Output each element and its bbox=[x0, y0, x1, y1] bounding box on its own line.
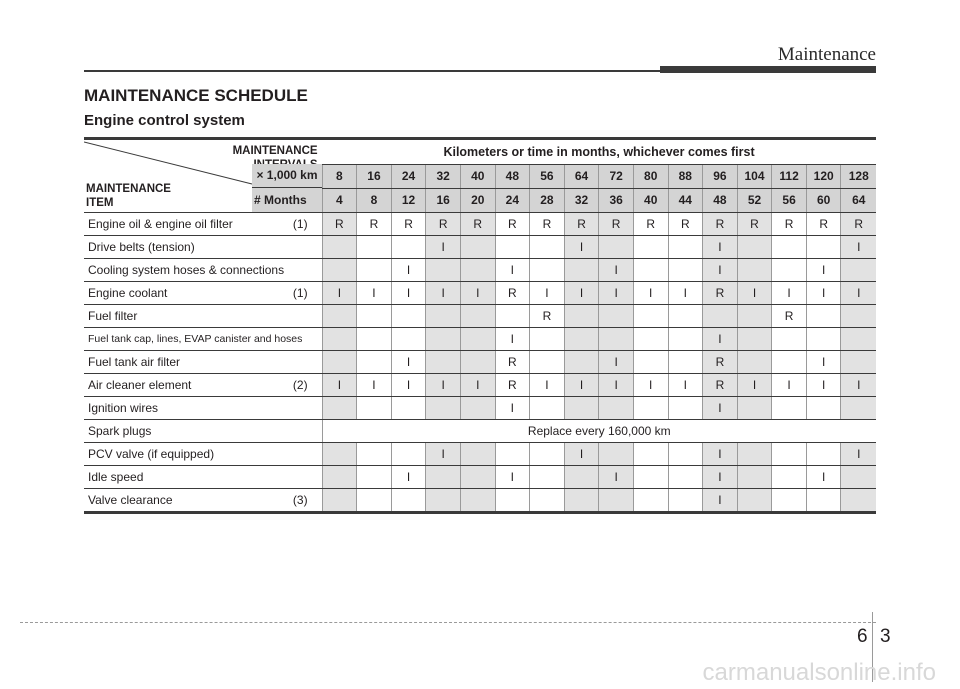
schedule-cell bbox=[633, 328, 668, 351]
schedule-cell: I bbox=[841, 282, 876, 305]
schedule-cell bbox=[633, 236, 668, 259]
schedule-cell: I bbox=[703, 328, 738, 351]
km-interval-cell: 8 bbox=[322, 165, 357, 189]
schedule-cell bbox=[564, 305, 599, 328]
item-label: Ignition wires bbox=[88, 401, 159, 415]
schedule-cell bbox=[357, 397, 392, 420]
schedule-cell: R bbox=[772, 305, 807, 328]
schedule-cell: I bbox=[357, 282, 392, 305]
schedule-cell: I bbox=[633, 374, 668, 397]
schedule-cell bbox=[772, 466, 807, 489]
km-interval-cell: 104 bbox=[737, 165, 772, 189]
item-label: Engine coolant bbox=[88, 286, 168, 300]
schedule-cell: I bbox=[357, 374, 392, 397]
schedule-cell: R bbox=[460, 213, 495, 236]
schedule-cell: I bbox=[460, 282, 495, 305]
schedule-cell bbox=[737, 305, 772, 328]
schedule-cell: R bbox=[495, 213, 530, 236]
km-interval-cell: 96 bbox=[703, 165, 738, 189]
schedule-cell: R bbox=[322, 213, 357, 236]
km-interval-cell: 128 bbox=[841, 165, 876, 189]
table-row bbox=[84, 351, 876, 374]
schedule-cell bbox=[633, 351, 668, 374]
schedule-cell bbox=[460, 236, 495, 259]
schedule-cell bbox=[599, 489, 634, 513]
schedule-cell bbox=[668, 236, 703, 259]
schedule-cell bbox=[530, 443, 565, 466]
schedule-cell bbox=[633, 443, 668, 466]
schedule-cell: R bbox=[806, 213, 841, 236]
schedule-cell bbox=[668, 443, 703, 466]
schedule-cell bbox=[460, 351, 495, 374]
item-label: Engine oil & engine oil filter bbox=[88, 217, 233, 231]
schedule-cell: R bbox=[495, 374, 530, 397]
table-row bbox=[84, 466, 876, 489]
item-note: (1) bbox=[292, 217, 308, 231]
schedule-cell: R bbox=[599, 213, 634, 236]
month-interval-cell: 28 bbox=[530, 189, 565, 213]
month-interval-cell: 52 bbox=[737, 189, 772, 213]
schedule-cell bbox=[530, 397, 565, 420]
schedule-cell bbox=[772, 489, 807, 513]
schedule-cell bbox=[772, 236, 807, 259]
schedule-cell bbox=[495, 236, 530, 259]
schedule-cell bbox=[460, 259, 495, 282]
km-interval-cell: 24 bbox=[391, 165, 426, 189]
table-row bbox=[84, 305, 876, 328]
maintenance-item bbox=[84, 397, 322, 420]
schedule-cell: I bbox=[530, 374, 565, 397]
item-label: Cooling system hoses & connections bbox=[88, 263, 285, 277]
schedule-cell bbox=[668, 328, 703, 351]
schedule-cell bbox=[322, 259, 357, 282]
header-title: Maintenance bbox=[777, 44, 876, 65]
schedule-cell bbox=[426, 489, 461, 513]
schedule-cell bbox=[772, 397, 807, 420]
table-corner-header bbox=[84, 139, 322, 213]
watermark-text: carmanualsonline.info bbox=[702, 659, 936, 686]
schedule-cell bbox=[426, 466, 461, 489]
item-note: (3) bbox=[292, 493, 308, 507]
schedule-cell bbox=[633, 466, 668, 489]
schedule-cell bbox=[564, 489, 599, 513]
schedule-cell bbox=[426, 259, 461, 282]
schedule-cell bbox=[322, 443, 357, 466]
schedule-cell bbox=[737, 328, 772, 351]
month-interval-cell: 44 bbox=[668, 189, 703, 213]
item-note: (2) bbox=[292, 378, 308, 392]
schedule-cell: I bbox=[426, 282, 461, 305]
maintenance-item bbox=[84, 351, 322, 374]
schedule-cell bbox=[530, 489, 565, 513]
table-row bbox=[84, 420, 876, 443]
schedule-cell: I bbox=[495, 328, 530, 351]
schedule-cell: I bbox=[806, 351, 841, 374]
schedule-cell: I bbox=[426, 443, 461, 466]
chapter-number: 6 bbox=[857, 626, 868, 647]
schedule-cell bbox=[772, 351, 807, 374]
item-label: Idle speed bbox=[88, 470, 144, 484]
schedule-cell bbox=[530, 236, 565, 259]
month-interval-cell: 24 bbox=[495, 189, 530, 213]
schedule-cell bbox=[530, 259, 565, 282]
km-interval-cell: 120 bbox=[806, 165, 841, 189]
maintenance-item bbox=[84, 374, 322, 397]
schedule-cell bbox=[772, 443, 807, 466]
schedule-cell bbox=[391, 397, 426, 420]
schedule-cell bbox=[460, 328, 495, 351]
schedule-cell bbox=[633, 259, 668, 282]
schedule-cell: I bbox=[599, 259, 634, 282]
schedule-cell bbox=[322, 466, 357, 489]
schedule-cell: I bbox=[772, 282, 807, 305]
schedule-cell bbox=[599, 305, 634, 328]
schedule-cell bbox=[564, 328, 599, 351]
schedule-cell bbox=[391, 305, 426, 328]
schedule-cell bbox=[495, 489, 530, 513]
month-interval-cell: 60 bbox=[806, 189, 841, 213]
month-interval-cell: 64 bbox=[841, 189, 876, 213]
schedule-cell bbox=[841, 328, 876, 351]
schedule-cell: R bbox=[391, 213, 426, 236]
table-row bbox=[84, 259, 876, 282]
schedule-cell bbox=[460, 397, 495, 420]
schedule-cell: I bbox=[564, 282, 599, 305]
corner-item-label: MAINTENANCE ITEM bbox=[86, 183, 171, 209]
schedule-cell bbox=[426, 351, 461, 374]
footer-rule bbox=[20, 622, 876, 623]
table-row bbox=[84, 213, 876, 236]
month-interval-cell: 8 bbox=[357, 189, 392, 213]
maintenance-item bbox=[84, 305, 322, 328]
schedule-cell: I bbox=[495, 397, 530, 420]
schedule-cell bbox=[668, 305, 703, 328]
schedule-cell bbox=[357, 328, 392, 351]
km-interval-cell: 112 bbox=[772, 165, 807, 189]
header-rule-thin bbox=[84, 70, 660, 72]
maintenance-item bbox=[84, 282, 322, 305]
month-interval-cell: 16 bbox=[426, 189, 461, 213]
corner-intervals-label: MAINTENANCE bbox=[232, 145, 318, 157]
schedule-cell bbox=[668, 489, 703, 513]
km-interval-cell: 40 bbox=[460, 165, 495, 189]
schedule-cell: R bbox=[703, 351, 738, 374]
month-interval-cell: 40 bbox=[633, 189, 668, 213]
maintenance-item bbox=[84, 328, 322, 351]
schedule-cell bbox=[806, 489, 841, 513]
maintenance-item bbox=[84, 236, 322, 259]
schedule-cell: I bbox=[806, 466, 841, 489]
table-row bbox=[84, 328, 876, 351]
schedule-cell: R bbox=[703, 374, 738, 397]
schedule-cell bbox=[737, 489, 772, 513]
schedule-cell bbox=[772, 259, 807, 282]
schedule-cell bbox=[633, 305, 668, 328]
schedule-cell: I bbox=[703, 466, 738, 489]
schedule-cell: I bbox=[737, 282, 772, 305]
maintenance-item bbox=[84, 420, 322, 443]
schedule-cell bbox=[737, 466, 772, 489]
maintenance-item bbox=[84, 259, 322, 282]
schedule-cell bbox=[599, 443, 634, 466]
schedule-cell: I bbox=[806, 374, 841, 397]
schedule-cell: I bbox=[599, 374, 634, 397]
schedule-cell bbox=[357, 236, 392, 259]
maintenance-item bbox=[84, 213, 322, 236]
item-label: Fuel tank air filter bbox=[88, 355, 181, 369]
item-label: Fuel tank cap, lines, EVAP canister and hoses bbox=[88, 333, 303, 345]
maintenance-schedule-table bbox=[84, 137, 876, 514]
table-row bbox=[84, 236, 876, 259]
schedule-cell: I bbox=[391, 466, 426, 489]
schedule-cell: I bbox=[703, 236, 738, 259]
table-row bbox=[84, 374, 876, 397]
schedule-cell: I bbox=[322, 374, 357, 397]
schedule-cell bbox=[737, 397, 772, 420]
schedule-cell: R bbox=[357, 213, 392, 236]
schedule-cell: I bbox=[391, 351, 426, 374]
item-label: Valve clearance bbox=[88, 493, 173, 507]
maintenance-item bbox=[84, 443, 322, 466]
schedule-cell bbox=[322, 236, 357, 259]
schedule-cell: R bbox=[495, 351, 530, 374]
schedule-cell: I bbox=[599, 351, 634, 374]
schedule-cell: I bbox=[806, 259, 841, 282]
schedule-cell: R bbox=[772, 213, 807, 236]
schedule-cell bbox=[322, 305, 357, 328]
schedule-cell: I bbox=[806, 282, 841, 305]
schedule-cell bbox=[391, 489, 426, 513]
table-row bbox=[84, 282, 876, 305]
schedule-cell: I bbox=[703, 443, 738, 466]
schedule-cell bbox=[841, 305, 876, 328]
maintenance-item bbox=[84, 489, 322, 513]
km-row-label: × 1,000 km bbox=[252, 164, 322, 188]
months-row-label: # Months bbox=[252, 188, 322, 212]
schedule-cell bbox=[322, 351, 357, 374]
schedule-cell: I bbox=[772, 374, 807, 397]
schedule-cell: I bbox=[703, 397, 738, 420]
schedule-cell bbox=[703, 305, 738, 328]
km-interval-cell: 72 bbox=[599, 165, 634, 189]
schedule-cell bbox=[564, 351, 599, 374]
page-number: 3 bbox=[880, 626, 891, 647]
schedule-cell: I bbox=[564, 236, 599, 259]
schedule-cell bbox=[599, 397, 634, 420]
schedule-cell bbox=[737, 443, 772, 466]
schedule-cell bbox=[737, 236, 772, 259]
schedule-cell: I bbox=[633, 282, 668, 305]
item-label: Air cleaner element bbox=[88, 378, 192, 392]
table-row bbox=[84, 397, 876, 420]
schedule-cell: I bbox=[703, 489, 738, 513]
schedule-cell: R bbox=[633, 213, 668, 236]
km-interval-cell: 32 bbox=[426, 165, 461, 189]
km-interval-cell: 88 bbox=[668, 165, 703, 189]
schedule-cell: R bbox=[668, 213, 703, 236]
schedule-cell bbox=[564, 466, 599, 489]
table-row bbox=[84, 489, 876, 513]
schedule-cell bbox=[322, 489, 357, 513]
month-interval-cell: 12 bbox=[391, 189, 426, 213]
schedule-cell: R bbox=[841, 213, 876, 236]
schedule-cell bbox=[599, 236, 634, 259]
schedule-cell: R bbox=[703, 213, 738, 236]
schedule-cell bbox=[426, 397, 461, 420]
month-interval-cell: 48 bbox=[703, 189, 738, 213]
schedule-cell bbox=[495, 305, 530, 328]
schedule-cell bbox=[391, 443, 426, 466]
header-rule-thick bbox=[660, 66, 876, 73]
schedule-cell: I bbox=[841, 236, 876, 259]
schedule-cell bbox=[772, 328, 807, 351]
schedule-cell bbox=[668, 466, 703, 489]
schedule-cell: I bbox=[668, 282, 703, 305]
month-interval-cell: 4 bbox=[322, 189, 357, 213]
schedule-cell: R bbox=[703, 282, 738, 305]
item-label: Spark plugs bbox=[88, 424, 152, 438]
schedule-cell bbox=[357, 489, 392, 513]
schedule-cell bbox=[806, 236, 841, 259]
item-note: (1) bbox=[292, 286, 308, 300]
schedule-cell: I bbox=[460, 374, 495, 397]
schedule-cell bbox=[426, 328, 461, 351]
interval-span-header: Kilometers or time in months, whichever comes first bbox=[322, 139, 876, 165]
schedule-cell: I bbox=[391, 259, 426, 282]
schedule-cell bbox=[357, 443, 392, 466]
item-label: Fuel filter bbox=[88, 309, 138, 323]
schedule-cell: I bbox=[668, 374, 703, 397]
subsection-title: Engine control system bbox=[84, 112, 245, 129]
schedule-cell: I bbox=[530, 282, 565, 305]
schedule-cell bbox=[322, 397, 357, 420]
schedule-cell bbox=[495, 443, 530, 466]
schedule-cell bbox=[530, 466, 565, 489]
schedule-cell bbox=[322, 328, 357, 351]
section-title: MAINTENANCE SCHEDULE bbox=[84, 86, 308, 105]
schedule-cell: I bbox=[599, 466, 634, 489]
schedule-cell: R bbox=[426, 213, 461, 236]
schedule-cell bbox=[841, 259, 876, 282]
month-interval-cell: 36 bbox=[599, 189, 634, 213]
schedule-cell bbox=[737, 259, 772, 282]
schedule-cell bbox=[460, 466, 495, 489]
km-interval-cell: 16 bbox=[357, 165, 392, 189]
schedule-cell bbox=[668, 351, 703, 374]
schedule-cell: I bbox=[391, 374, 426, 397]
schedule-cell bbox=[564, 259, 599, 282]
schedule-cell bbox=[668, 397, 703, 420]
schedule-cell bbox=[668, 259, 703, 282]
schedule-cell bbox=[460, 305, 495, 328]
schedule-cell: I bbox=[426, 374, 461, 397]
schedule-cell: I bbox=[841, 443, 876, 466]
schedule-cell bbox=[530, 328, 565, 351]
schedule-cell bbox=[357, 351, 392, 374]
km-interval-cell: 48 bbox=[495, 165, 530, 189]
item-label: Drive belts (tension) bbox=[88, 240, 195, 254]
schedule-cell bbox=[357, 259, 392, 282]
month-interval-cell: 32 bbox=[564, 189, 599, 213]
maintenance-item bbox=[84, 466, 322, 489]
schedule-cell bbox=[806, 328, 841, 351]
schedule-cell: I bbox=[564, 443, 599, 466]
schedule-cell bbox=[460, 443, 495, 466]
schedule-cell bbox=[357, 305, 392, 328]
schedule-cell: R bbox=[530, 213, 565, 236]
schedule-cell bbox=[841, 351, 876, 374]
schedule-cell: I bbox=[737, 374, 772, 397]
schedule-cell bbox=[806, 397, 841, 420]
schedule-cell bbox=[737, 351, 772, 374]
schedule-cell: I bbox=[322, 282, 357, 305]
schedule-cell: R bbox=[530, 305, 565, 328]
schedule-cell bbox=[460, 489, 495, 513]
month-interval-cell: 20 bbox=[460, 189, 495, 213]
schedule-cell: I bbox=[495, 259, 530, 282]
schedule-cell bbox=[564, 397, 599, 420]
schedule-cell: R bbox=[737, 213, 772, 236]
schedule-cell bbox=[841, 397, 876, 420]
schedule-cell: R bbox=[495, 282, 530, 305]
month-interval-cell: 56 bbox=[772, 189, 807, 213]
schedule-cell: I bbox=[495, 466, 530, 489]
schedule-cell: I bbox=[841, 374, 876, 397]
schedule-cell bbox=[841, 489, 876, 513]
schedule-cell bbox=[426, 305, 461, 328]
km-interval-cell: 80 bbox=[633, 165, 668, 189]
schedule-cell bbox=[806, 443, 841, 466]
item-label: PCV valve (if equipped) bbox=[88, 447, 215, 461]
schedule-cell bbox=[391, 328, 426, 351]
schedule-cell bbox=[841, 466, 876, 489]
schedule-cell: I bbox=[391, 282, 426, 305]
schedule-cell: I bbox=[703, 259, 738, 282]
schedule-cell: I bbox=[599, 282, 634, 305]
km-interval-cell: 56 bbox=[530, 165, 565, 189]
schedule-cell: R bbox=[564, 213, 599, 236]
schedule-cell bbox=[357, 466, 392, 489]
schedule-cell: I bbox=[564, 374, 599, 397]
km-interval-cell: 64 bbox=[564, 165, 599, 189]
schedule-cell bbox=[633, 397, 668, 420]
schedule-cell bbox=[599, 328, 634, 351]
schedule-cell bbox=[530, 351, 565, 374]
schedule-cell bbox=[806, 305, 841, 328]
schedule-cell bbox=[633, 489, 668, 513]
schedule-cell: I bbox=[426, 236, 461, 259]
schedule-cell bbox=[391, 236, 426, 259]
replacement-note: Replace every 160,000 km bbox=[322, 420, 876, 443]
table-row bbox=[84, 443, 876, 466]
